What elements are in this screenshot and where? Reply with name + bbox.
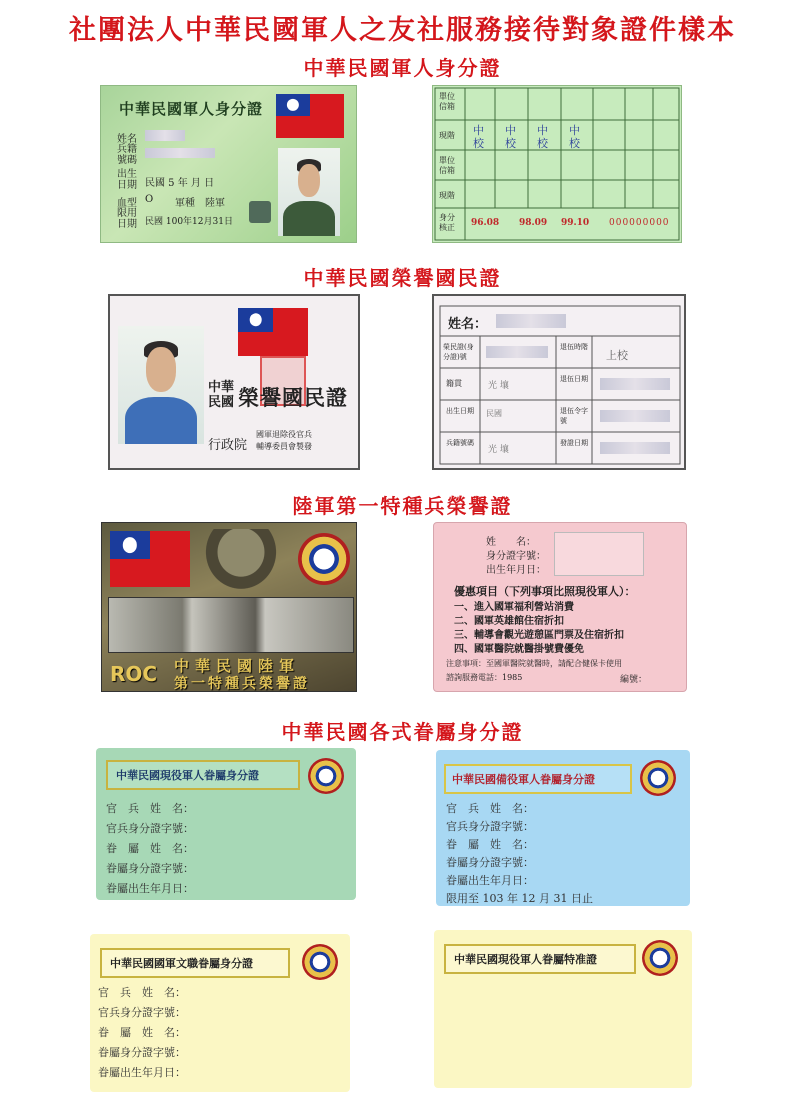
back-row-label-unit2: 單位信箱 <box>439 156 455 175</box>
family-field: 眷屬出生年月日： <box>106 882 194 895</box>
honor-back-row1-left: 榮民證(身分證)號 <box>443 343 474 361</box>
family-card-title: 中華民國現役軍人眷屬特准證 <box>454 953 597 966</box>
back-row-label-rank2: 現階 <box>439 191 455 200</box>
family-card-title: 中華民國現役軍人眷屬身分證 <box>116 769 259 782</box>
family-card-civilian <box>90 934 350 1092</box>
family-field: 官 兵 姓 名： <box>106 802 194 815</box>
military-emblem-icon <box>308 758 344 794</box>
serial-number: 000000000 <box>609 218 670 228</box>
military-id-birth-value: 民國 5 年 月 日 <box>145 178 215 189</box>
honor-back-row2-left: 籍貫 <box>446 379 462 388</box>
military-id-label-expiry: 限用日期 <box>117 208 137 230</box>
issuer-line-2: 輔導委員會製發 <box>256 442 312 451</box>
sf-benefit-4: 四、國軍醫院就醫掛號費優免 <box>454 644 584 655</box>
page-title: 社團法人中華民國軍人之友社服務接待對象證件樣本 <box>69 15 736 46</box>
military-id-label-blood: 血型 <box>117 198 137 209</box>
redacted-discharge-number <box>600 410 670 422</box>
military-emblem-icon <box>302 944 338 980</box>
rank-stamp-4: 中校 <box>569 124 580 150</box>
verify-stamp-1: 96.08 <box>471 218 500 228</box>
honor-back-row3-left-value: 民國 <box>486 409 502 418</box>
section-heading-family-cards: 中華民國各式眷屬身分證 <box>281 720 524 744</box>
sf-field-boxes <box>554 532 644 576</box>
military-id-label-serial: 兵籍號碼 <box>117 144 137 166</box>
section-heading-military-id: 中華民國軍人身分證 <box>303 56 502 80</box>
family-field: 眷 屬 姓 名： <box>446 838 534 851</box>
family-card-title: 中華民國國軍文職眷屬身分證 <box>110 957 253 970</box>
family-card-special-permit <box>434 930 692 1088</box>
family-field: 眷屬身分證字號： <box>106 862 194 875</box>
family-field: 眷屬出生年月日： <box>98 1066 186 1079</box>
sf-benefit-1: 一、進入國軍福利營站消費 <box>454 602 574 613</box>
honor-citizen-title-small: 中華民國 <box>208 380 235 410</box>
redacted-issue-date <box>600 442 670 454</box>
back-row-label-unit1: 單位信箱 <box>439 92 455 111</box>
family-field: 眷 屬 姓 名： <box>106 842 194 855</box>
honor-back-row4-left-value: 光 壤 <box>488 445 509 455</box>
section-heading-special-forces: 陸軍第一特種兵榮譽證 <box>292 494 513 518</box>
family-card-title: 中華民國備役軍人眷屬身分證 <box>452 773 595 786</box>
family-card-expiry: 限用至 103 年 12 月 31 日止 <box>446 892 593 905</box>
verify-stamp-3: 99.10 <box>561 218 590 228</box>
sf-phone: 諮詢服務電話：1985 <box>446 673 523 682</box>
sf-field-id: 身分證字號： <box>486 551 546 562</box>
verify-stamp-2: 98.09 <box>519 218 548 228</box>
family-field: 眷屬出生年月日： <box>446 874 534 887</box>
family-card-active-duty <box>96 748 356 900</box>
military-id-label-name: 姓名 <box>117 134 137 145</box>
rank-stamp-1: 中校 <box>473 124 484 150</box>
family-field: 眷屬身分證字號： <box>98 1046 186 1059</box>
honor-back-row1-mid: 退伍時階 <box>560 343 588 351</box>
military-emblem-icon <box>640 760 676 796</box>
sf-field-birth: 出生年月日： <box>486 565 546 576</box>
sf-field-name: 姓 名： <box>486 537 536 548</box>
rank-stamp-2: 中校 <box>505 124 516 150</box>
redacted-serial <box>145 148 215 158</box>
sf-benefit-2: 二、國軍英雄館住宿折扣 <box>454 616 564 627</box>
honor-back-row2-mid: 退伍日期 <box>560 375 588 383</box>
military-id-branch-label: 軍種 <box>175 198 195 209</box>
honor-citizen-photo <box>118 326 204 444</box>
special-forces-back-card <box>433 522 687 692</box>
sf-benefit-3: 三、輔導會觀光遊憩區門票及住宿折扣 <box>454 630 624 641</box>
family-card-reserve <box>436 750 690 906</box>
military-id-expiry-value: 民國 100年12月31日 <box>145 217 233 227</box>
roc-logo: ROC <box>110 662 158 686</box>
military-id-blood-value: O <box>145 194 154 205</box>
special-forces-line-2: 第一特種兵榮譽證 <box>174 676 310 692</box>
honor-back-row4-left: 兵籍號碼 <box>446 439 474 447</box>
redacted-id <box>486 346 548 358</box>
family-field: 官兵身分證字號： <box>106 822 194 835</box>
roc-flag-icon <box>110 531 190 587</box>
family-field: 官 兵 姓 名： <box>98 986 186 999</box>
military-id-card-title: 中華民國軍人身分證 <box>119 100 264 118</box>
back-row-label-rank1: 現階 <box>439 131 455 140</box>
issuer-prefix: 行政院 <box>208 438 248 453</box>
honor-citizen-front-card <box>108 294 360 470</box>
redacted-discharge-date <box>600 378 670 390</box>
special-forces-line-1: 中華民國陸軍 <box>174 657 301 675</box>
section-heading-honor-citizen: 中華民國榮譽國民證 <box>303 266 502 290</box>
issuer-line-1: 國軍退除役官兵 <box>256 430 312 439</box>
honor-citizen-back-card <box>432 294 686 470</box>
military-id-photo <box>278 148 340 236</box>
honor-back-row4-mid: 發證日期 <box>560 439 588 447</box>
honor-citizen-title-big: 榮譽國民證 <box>238 385 348 410</box>
honor-back-row3-mid: 退伍令字號 <box>560 407 588 425</box>
family-field: 官 兵 姓 名： <box>446 802 534 815</box>
special-forces-front-card <box>101 522 357 692</box>
family-field: 眷 屬 姓 名： <box>98 1026 186 1039</box>
honor-back-row2-left-value: 光 壤 <box>488 381 509 391</box>
redacted-name <box>145 130 185 141</box>
honor-back-row1-value: 上校 <box>606 349 628 362</box>
military-id-branch-value: 陸軍 <box>205 198 225 209</box>
family-field: 官兵身分證字號： <box>98 1006 186 1019</box>
honor-back-name-label: 姓名： <box>448 317 488 332</box>
battle-photo-strip <box>108 597 354 653</box>
military-id-back-card <box>432 85 682 243</box>
family-field: 官兵身分證字號： <box>446 820 534 833</box>
sf-serial-label: 編號： <box>620 675 648 685</box>
hologram-chip-icon <box>249 201 271 223</box>
sf-note: 注意事項：至國軍醫院就醫時，請配合健保卡使用 <box>446 659 622 668</box>
honor-back-row3-left: 出生日期 <box>446 407 474 415</box>
redacted-name <box>496 314 566 328</box>
army-emblem-icon <box>298 533 350 585</box>
rank-stamp-3: 中校 <box>537 124 548 150</box>
back-row-label-verify: 身分核正 <box>439 213 455 232</box>
military-emblem-icon <box>642 940 678 976</box>
soldier-helmet-image <box>200 529 282 595</box>
roc-flag-icon <box>276 94 344 138</box>
sf-benefits-title: 優惠項目（下列事項比照現役軍人）： <box>454 585 636 598</box>
roc-flag-icon <box>238 308 308 356</box>
family-field: 眷屬身分證字號： <box>446 856 534 869</box>
military-id-label-birth: 出生日期 <box>117 169 137 191</box>
military-id-front-card <box>100 85 357 243</box>
